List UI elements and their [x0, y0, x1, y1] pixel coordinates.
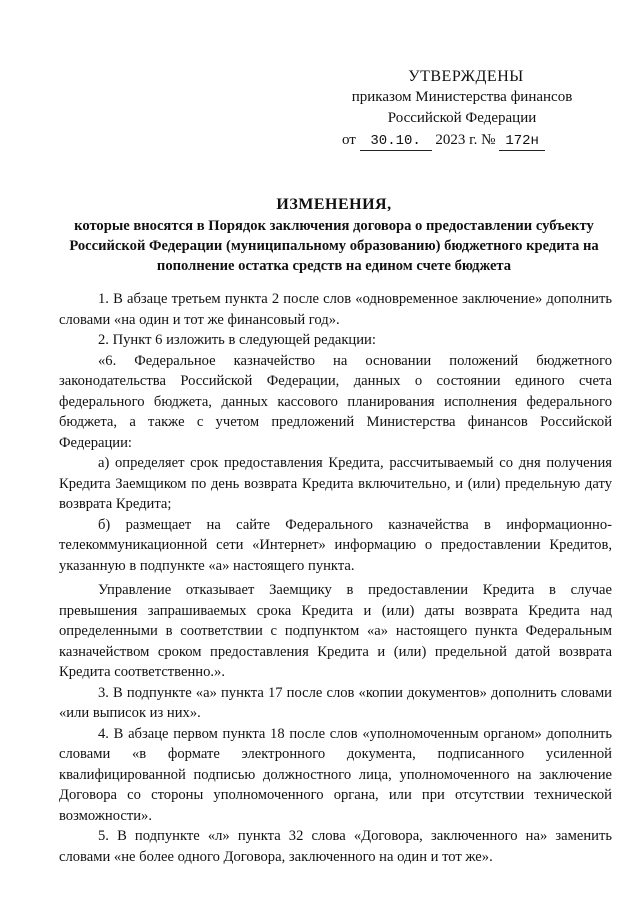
paragraph-subitem-a: а) определяет срок предоставления Кредита, рассчитываемый со дня получения Кредита Заемщиком по день возврата Кредита включительно, и (или) предельную дату возврата Кредита;: [59, 455, 612, 512]
approval-ministry-line: Российской Федерации: [387, 110, 537, 126]
document-body: [59, 289, 612, 867]
document-heading: [56, 196, 612, 276]
approval-block: [342, 66, 582, 151]
order-number: 172н: [499, 133, 545, 151]
paragraph-item-5: 5. В подпункте «л» пункта 32 слова «Договора, заключенного на» заменить словами «не более одного Договора, заключенного на один и тот же».: [59, 828, 612, 865]
paragraph-subitem-b: б) размещает на сайте Федерального казначейства в информационно-телекоммуникационной сети «Интернет» информацию о предоставлении Кредитов, указанную в подпункте «а» настоящего пункта.: [59, 516, 612, 574]
order-year: 2023 г. №: [435, 132, 496, 148]
approval-order-line: приказом Министерства финансов: [351, 89, 573, 105]
paragraph-item-1: 1. В абзаце третьем пункта 2 после слов «одновременное заключение» дополнить словами «на один и тот же финансовый год».: [59, 291, 612, 328]
paragraph-item-3: 3. В подпункте «а» пункта 17 после слов «копии документов» дополнить словами «или выписок из них».: [59, 684, 612, 721]
paragraph-item-6-text: «6. Федеральное казначейство на основании положений бюджетного законодательства Российской Федерации, данных о состоянии единого счета федерального бюджета, данных кассового планирования исполнения федерального бюджета, а также с учетом предложений Министерства финансов Российской Федерации:: [59, 352, 612, 451]
heading-title: ИЗМЕНЕНИЯ,: [276, 196, 392, 213]
paragraph-item-2: 2. Пункт 6 изложить в следующей редакции:: [98, 332, 376, 348]
heading-subtitle: которые вносятся в Порядок заключения договора о предоставлении субъекту Российской Федерации (муниципальному образованию) бюджетного кредита на пополнение остатка средств на едином счете бюджета: [69, 218, 599, 274]
date-prefix: от: [342, 132, 356, 148]
paragraph-item-4: 4. В абзаце первом пункта 18 после слов «уполномоченным органом» дополнить словами «в формате электронного документа, подписанного усиленной квалифицированной подписью должностного лица, уполномоченного на заключение Договора со стороны уполномоченного органа, или при отсутствии технической возможности».: [59, 725, 612, 824]
approval-title: УТВЕРЖДЕНЫ: [408, 68, 524, 85]
approval-date-line: [342, 130, 582, 151]
paragraph-refusal: Управление отказывает Заемщику в предоставлении Кредита в случае превышения запрашиваемых срока Кредита и (или) даты возврата Кредита над определенными в соответствии с подпунктом «а» настоящего пункта Федеральным казначейством сроком предоставления Кредита и (или) предельной датой возврата Кредита соответственно.».: [59, 582, 612, 680]
order-date: 30.10.: [360, 133, 432, 151]
